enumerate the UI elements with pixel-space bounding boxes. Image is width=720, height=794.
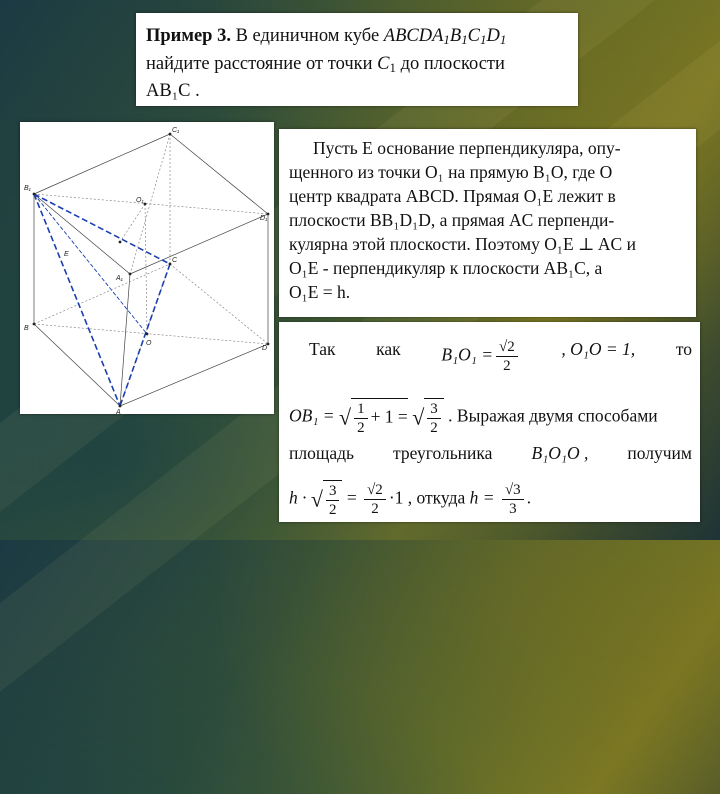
label-O: O xyxy=(146,340,152,347)
label-B1: B₁ xyxy=(24,185,31,192)
p1-line-4: плоскости BB₁D₁D, а прямая AC перпенди- xyxy=(289,210,615,230)
plane-triangle xyxy=(34,194,170,406)
hidden-lines xyxy=(34,134,268,406)
solution-paragraph-2 xyxy=(279,322,700,522)
p2-line-1: Так как B₁O₁ = $\frac{√2}{2}$ , O₁O = 1, то xyxy=(309,339,692,374)
label-D1: D₁ xyxy=(260,215,268,222)
cube-edges xyxy=(34,134,268,406)
p2-line-3: площадь треугольника B₁O₁O , получим xyxy=(289,443,692,463)
label-C1: C₁ xyxy=(172,127,180,134)
p1-line-3: центр квадрата ABCD. Прямая O₁E лежит в xyxy=(289,186,616,206)
title-line-3: AB₁C . xyxy=(146,81,200,101)
title-panel xyxy=(136,13,578,106)
title-line-2: найдите расстояние от точки $C_1$ до плоскости xyxy=(146,54,505,76)
solution-paragraph-1 xyxy=(279,129,696,317)
p1-line-7: O₁E = h. xyxy=(289,282,351,302)
label-E: E xyxy=(64,251,69,258)
p1-line-6: O₁E - перпендикуляр к плоскости AB₁C, а xyxy=(289,258,603,278)
label-C: C xyxy=(172,257,178,264)
p2-line-4: h · √ $\frac{3}{2}$ = $\frac{√2}{2}$ ·1 , откуда h = $\frac{√3}{3}$ . xyxy=(289,482,532,518)
label-O1: O₁ xyxy=(136,197,144,204)
p1-line-2: щенного из точки O₁ на прямую B₁O, где O xyxy=(289,162,613,182)
cube-figure xyxy=(20,122,274,414)
title-line-1: Пример 3. В единичном кубе $ABCDA_1B_1C_1D_1$ xyxy=(146,26,507,48)
label-D: D xyxy=(262,345,268,352)
label-A: A xyxy=(116,409,121,414)
label-B: B xyxy=(24,325,29,332)
label-A1: A₁ xyxy=(116,275,123,282)
p2-line-2: OB₁ = √ $\frac{1}{2}$ + 1 = √ $\frac{3}{2}$ . Выражая двумя способами xyxy=(289,398,694,437)
p1-line-1: Пусть E основание перпендикуляра, опу- xyxy=(313,138,621,158)
p1-line-5: кулярна этой плоскости. Поэтому O₁E ⊥ AC и xyxy=(289,234,636,254)
